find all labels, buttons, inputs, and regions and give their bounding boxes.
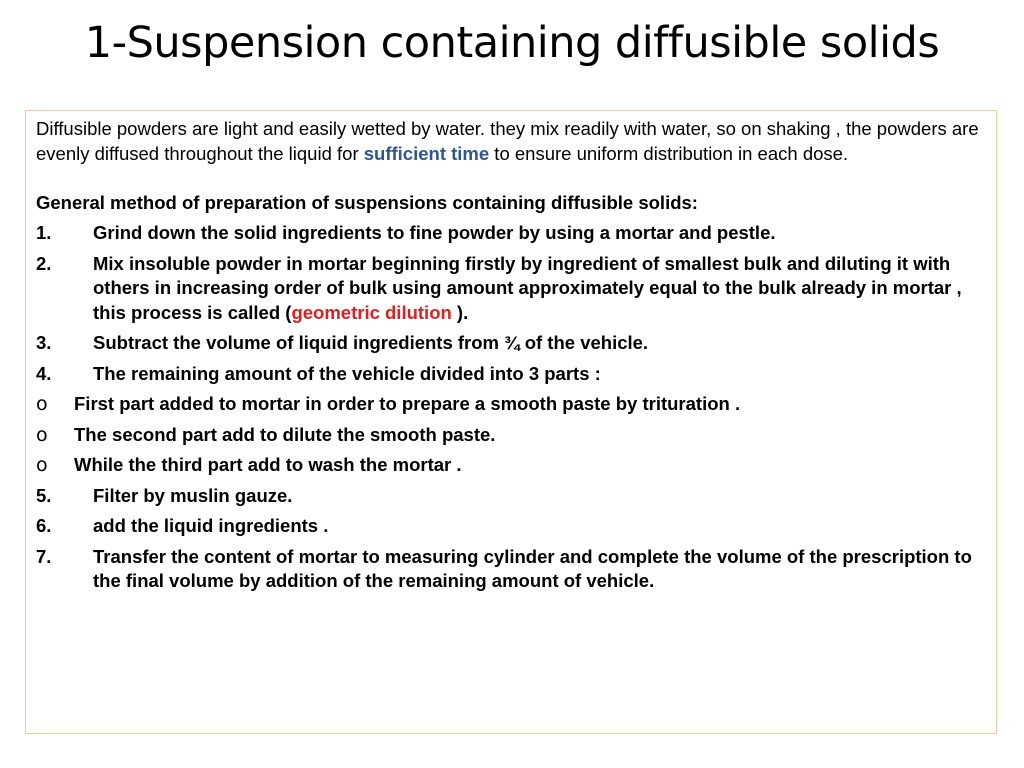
step-3 — [36, 331, 986, 356]
substep-1 — [36, 392, 986, 417]
step-7 — [36, 545, 986, 594]
step-text-before: Mix insoluble powder in mortar beginning firstly by ingredient of smallest bulk and diluting it with others in increasing order of bulk using amount approximately equal to the bulk already in mortar , this process is called ( — [93, 252, 962, 323]
substep-3 — [36, 453, 986, 478]
step-text: The second part add to dilute the smooth paste. — [74, 423, 496, 445]
bullet-marker: o — [36, 423, 48, 446]
step-text: Grind down the solid ingredients to fine powder by using a mortar and pestle. — [93, 222, 776, 243]
step-4 — [36, 362, 986, 387]
intro-highlight: sufficient time — [363, 143, 490, 164]
step-2 — [36, 252, 986, 326]
step-marker: 1. — [36, 222, 52, 243]
step-text: First part added to mortar in order to prepare a smooth paste by trituration . — [74, 393, 741, 414]
slide-title: 1-Suspension containing diffusible solids — [84, 18, 940, 68]
step-marker: 2. — [36, 252, 52, 274]
step-text: Filter by muslin gauze. — [93, 484, 293, 506]
bullet-marker: o — [36, 393, 48, 415]
intro-paragraph — [36, 116, 986, 166]
step-marker: 3. — [36, 332, 52, 353]
step-1 — [36, 221, 986, 246]
step-marker: 7. — [36, 545, 52, 567]
step-marker: 6. — [36, 515, 52, 536]
content-box — [25, 110, 997, 734]
substep-2 — [36, 423, 986, 448]
method-heading: General method of preparation of suspensions containing diffusible solids: — [36, 192, 698, 213]
steps-list — [36, 221, 986, 594]
step-text: add the liquid ingredients . — [93, 515, 329, 536]
step-text: The remaining amount of the vehicle divided into 3 parts : — [93, 362, 601, 384]
step-text: While the third part add to wash the mortar . — [74, 454, 462, 475]
step-text: Subtract the volume of liquid ingredients from ¾ of the vehicle. — [93, 332, 649, 353]
intro-text-before: Diffusible powders are light and easily wetted by water. they mix readily with water, so on shaking , the powders are evenly diffused throughout the liquid for — [36, 118, 979, 164]
step-marker: 4. — [36, 362, 52, 384]
step-marker: 5. — [36, 484, 52, 506]
intro-text-after: to ensure uniform distribution in each dose. — [489, 143, 849, 164]
step-text-after: ). — [451, 301, 469, 323]
step-text: Transfer the content of mortar to measuring cylinder and complete the volume of the prescription to the final volume by addition of the remaining amount of vehicle. — [93, 545, 972, 591]
step-highlight: geometric dilution — [291, 301, 452, 323]
bullet-marker: o — [36, 454, 48, 476]
step-5 — [36, 484, 986, 509]
step-6 — [36, 514, 986, 539]
